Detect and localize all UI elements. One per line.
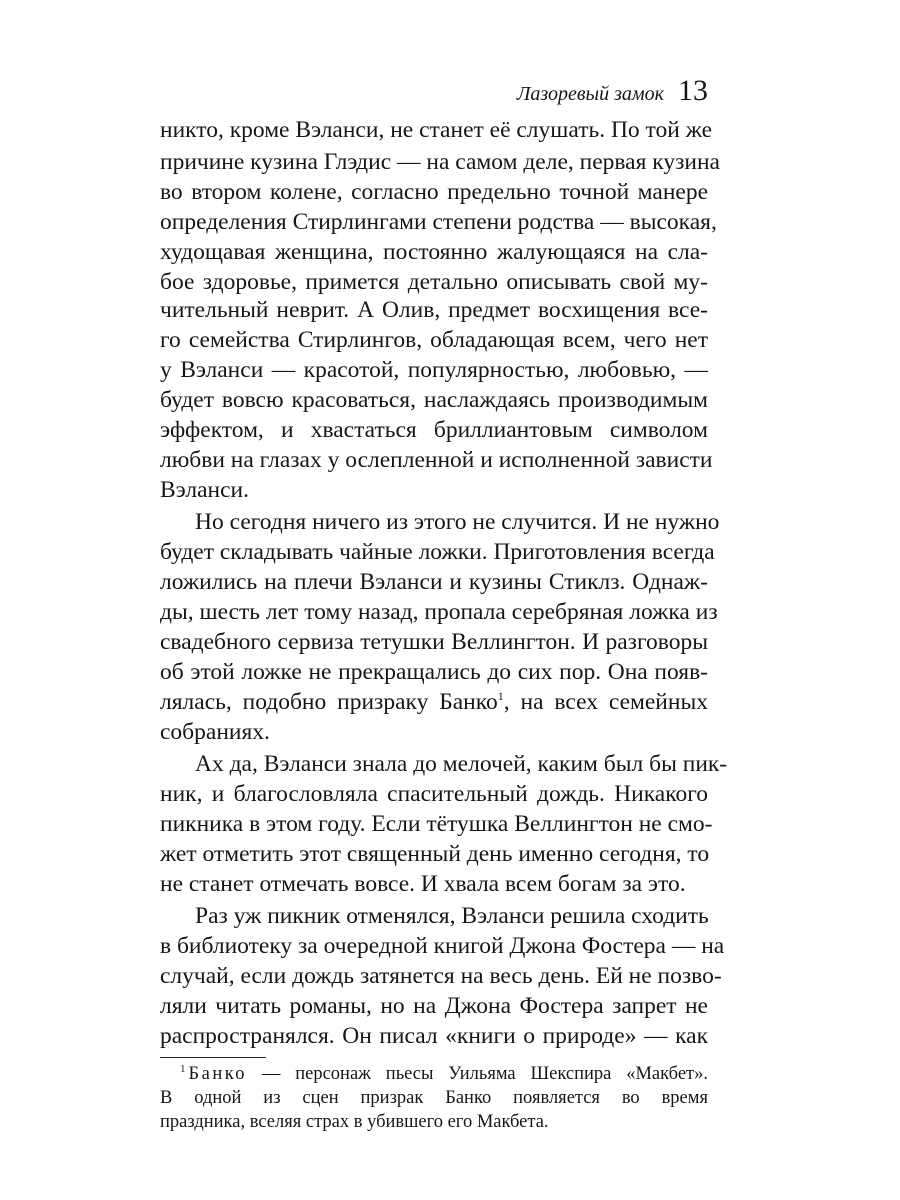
text-line: случай, если дождь затянется на весь день. Ей не позво- xyxy=(160,963,722,989)
page-number: 13 xyxy=(678,74,708,107)
text-line: Вэланси. xyxy=(160,477,249,503)
text-segment: лялась, подобно призраку Банко xyxy=(160,689,498,715)
text-line: ложились на плечи Вэланси и кузины Стиклз. Однаж- xyxy=(160,569,708,595)
footnote-divider xyxy=(160,1057,266,1058)
running-header xyxy=(160,74,708,108)
footnote-line: праздника, вселяя страх в убившего его Макбета. xyxy=(160,1112,549,1132)
text-line: во втором колене, согласно предельно точной манере xyxy=(160,179,708,205)
text-line: будет вовсю красоваться, наслаждаясь производимым xyxy=(160,387,708,413)
text-segment: , на всех семейных xyxy=(503,689,708,715)
text-line: у Вэланси — красотой, популярностью, любовью, — xyxy=(160,357,708,383)
text-line: ник, и благословляла спасительный дождь. Никакого xyxy=(160,781,708,807)
text-line: Раз уж пикник отменялся, Вэланси решила сходить xyxy=(195,903,709,929)
text-line: го семейства Стирлингов, обладающая всем, чего нет xyxy=(160,327,708,353)
text-line: бое здоровье, примется детально описывать свой му- xyxy=(160,269,708,295)
text-line: причине кузина Глэдис — на самом деле, первая кузина xyxy=(160,149,720,175)
text-line: чительный неврит. А Олив, предмет восхищения все- xyxy=(160,297,708,323)
text-line: жет отметить этот священный день именно сегодня, то xyxy=(160,841,710,867)
text-line: ды, шесть лет тому назад, пропала серебряная ложка из xyxy=(160,599,718,625)
text-line: собраниях. xyxy=(160,719,270,745)
footnote-line: В одной из сцен призрак Банко появляется во время xyxy=(160,1088,708,1108)
text-line: эффектом, и хвастаться бриллиантовым символом xyxy=(160,417,708,443)
text-line: будет складывать чайные ложки. Приготовления всегда xyxy=(160,539,715,565)
text-line: распространялся. Он писал «книги о природе» — как xyxy=(160,1023,708,1049)
text-line: свадебного сервиза тетушки Веллингтон. И разговоры xyxy=(160,629,708,655)
text-line: Ах да, Вэланси знала до мелочей, каким был бы пик- xyxy=(195,751,728,777)
text-line: об этой ложке не прекращались до сих пор. Она появ- xyxy=(160,659,708,685)
text-line: любви на глазах у ослепленной и исполненной зависти xyxy=(160,447,713,473)
footnote-number: 1 xyxy=(180,1063,186,1075)
text-line: ляли читать романы, но на Джона Фостера запрет не xyxy=(160,993,708,1019)
text-line: не станет отмечать вовсе. И хвала всем богам за это. xyxy=(160,871,686,897)
text-line: пикника в этом году. Если тётушка Веллингтон не смо- xyxy=(160,811,713,837)
footnote-marker: 1 xyxy=(497,689,504,703)
text-line xyxy=(160,686,708,718)
text-line: Но сегодня ничего из этого не случится. И не нужно xyxy=(195,509,720,535)
text-line: никто, кроме Вэланси, не станет её слушать. По той же xyxy=(160,117,713,143)
text-line: худощавая женщина, постоянно жалующаяся на сла- xyxy=(160,239,708,265)
footnote-line xyxy=(180,1062,708,1086)
footnote-term: Банко xyxy=(188,1064,248,1084)
text-line: в библиотеку за очередной книгой Джона Фостера — на xyxy=(160,933,725,959)
footnote-text: — персонаж пьесы Уильяма Шекспира «Макбет». xyxy=(247,1064,708,1084)
running-title: Лазоревый замок xyxy=(516,83,664,105)
text-line: определения Стирлингами степени родства — высокая, xyxy=(160,209,717,235)
